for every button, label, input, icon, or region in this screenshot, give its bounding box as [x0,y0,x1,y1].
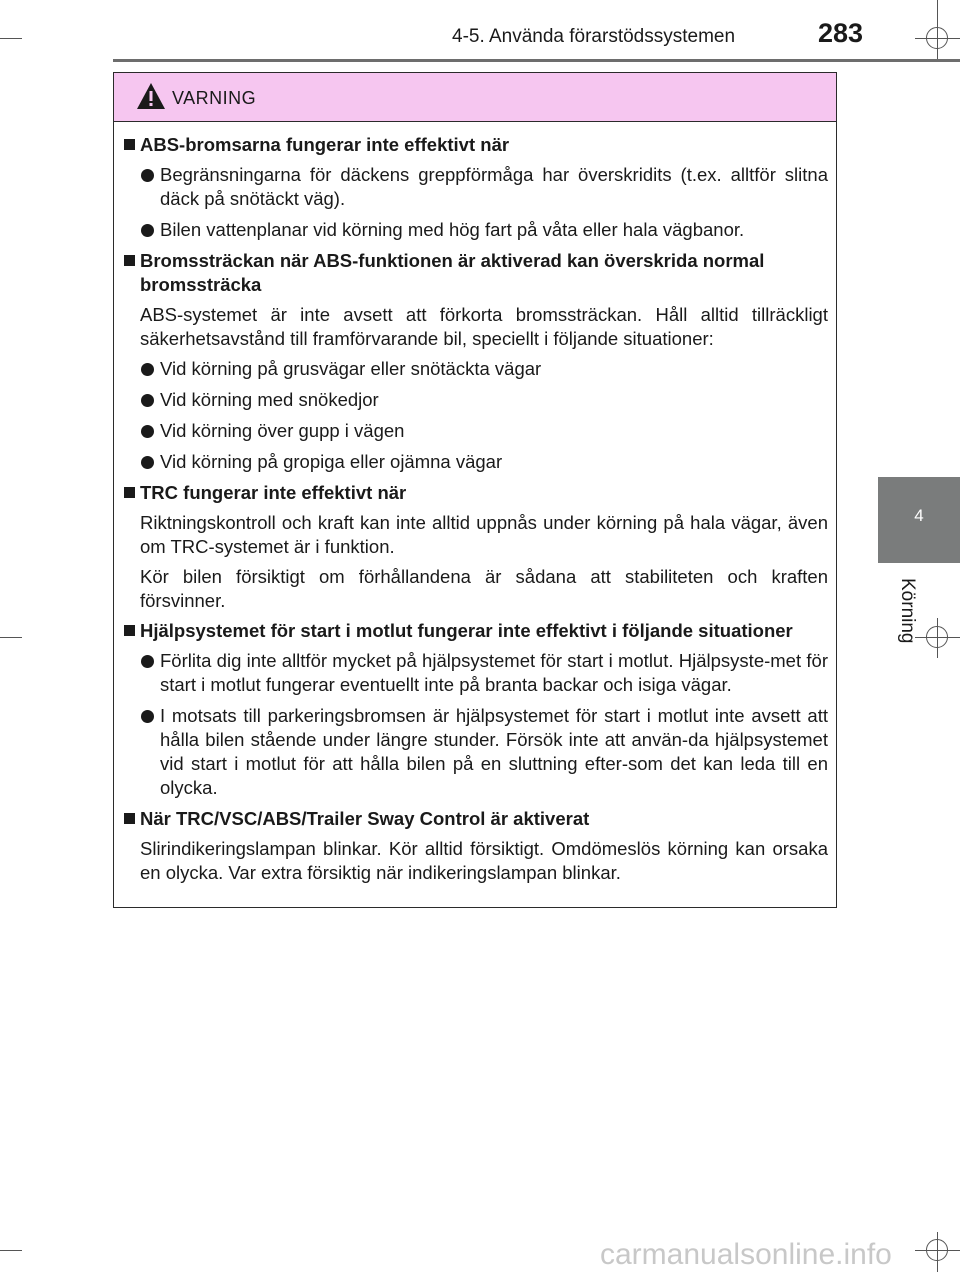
bullet-item [124,218,828,242]
section-title: 4-5. Använda förarstödssystemen [452,26,736,47]
round-bullet-icon [141,363,154,376]
bullet-text: Förlita dig inte alltför mycket på hjälpsystemet för start i motlut. Hjälpsyste-met för start i motlut fungerar eventuellt inte på branta backar och isiga vägar. [160,650,828,695]
bullet-item [124,357,828,381]
paragraph: Slirindikeringslampan blinkar. Kör alltid försiktigt. Omdömeslös körning kan orsaka en olycka. Var extra försiktig när indikeringslampan blinkar. [140,838,828,883]
section-heading-text: När TRC/VSC/ABS/Trailer Sway Control är aktiverat [140,808,590,829]
bullet-item [124,450,828,474]
bullet-text: Vid körning över gupp i vägen [160,420,405,441]
bullet-text: Vid körning på gropiga eller ojämna vägar [160,451,503,472]
bullet-text: Begränsningarna för däckens greppförmåga har överskridits (t.ex. alltför slitna däck på snötäckt väg). [160,164,828,209]
square-bullet-icon [124,625,135,636]
section-heading [124,619,828,643]
bullet-item [124,649,828,697]
section-heading-text: Hjälpsystemet för start i motlut fungerar inte effektivt i följande situationer [140,620,793,641]
warning-section [124,481,828,613]
bullet-item [124,419,828,443]
round-bullet-icon [141,456,154,469]
bullet-item [124,704,828,800]
bullet-text: Bilen vattenplanar vid körning med hög fart på våta eller hala vägbanor. [160,219,745,240]
round-bullet-icon [141,425,154,438]
warning-section [124,619,828,800]
square-bullet-icon [124,813,135,824]
header-rule [113,59,960,62]
crop-mark [937,618,938,658]
section-heading [124,807,828,831]
crop-mark [0,38,22,39]
watermark: carmanualsonline.info [600,1238,892,1271]
round-bullet-icon [141,224,154,237]
chapter-number: 4 [914,506,924,525]
bullet-item [124,388,828,412]
section-heading-text: ABS-bromsarna fungerar inte effektivt när [140,134,510,155]
section-heading-text: TRC fungerar inte effektivt när [140,482,407,503]
crop-mark [937,1232,938,1272]
warning-section [124,249,828,474]
warning-triangle-icon [136,82,166,110]
bullet-text: Vid körning på grusvägar eller snötäckta vägar [160,358,542,379]
paragraph: Riktningskontroll och kraft kan inte alltid uppnås under körning på hala vägar, även om TRC-systemet är i funktion. [140,512,828,557]
section-heading [124,481,828,505]
paragraph: Kör bilen försiktigt om förhållandena är sådana att stabiliteten och kraften försvinner. [140,566,828,611]
warning-title: VARNING [172,88,257,108]
paragraph: ABS-systemet är inte avsett att förkorta bromssträckan. Håll alltid tillräckligt säkerhetsavstånd till framförvarande bil, speciellt i följande situationer: [140,304,828,349]
crop-mark [0,637,22,638]
warning-box [113,72,837,908]
section-heading-text: Bromssträckan när ABS-funktionen är aktiverad kan överskrida normal bromssträcka [140,250,765,295]
square-bullet-icon [124,139,135,150]
bullet-text: I motsats till parkeringsbromsen är hjälpsystemet för start i motlut inte avsett att hålla bilen stående under längre stunder. Försök inte att använ-da hjälpsystemet vid start i motlut för att hålla bilen på en sluttning efter-som det kan leda till en olycka. [160,705,828,798]
section-heading [124,133,828,157]
section-heading [124,249,828,297]
round-bullet-icon [141,655,154,668]
page-number: 283 [818,18,864,48]
chapter-tab [878,477,960,563]
square-bullet-icon [124,255,135,266]
round-bullet-icon [141,394,154,407]
bullet-item [124,163,828,211]
bullet-text: Vid körning med snökedjor [160,389,379,410]
round-bullet-icon [141,710,154,723]
warning-section [124,807,828,885]
crop-mark [937,0,938,60]
square-bullet-icon [124,487,135,498]
warning-section [124,133,828,242]
round-bullet-icon [141,169,154,182]
chapter-label: Körning [897,578,918,644]
warning-header [114,73,836,122]
warning-body [124,133,828,891]
crop-mark [0,1250,22,1251]
